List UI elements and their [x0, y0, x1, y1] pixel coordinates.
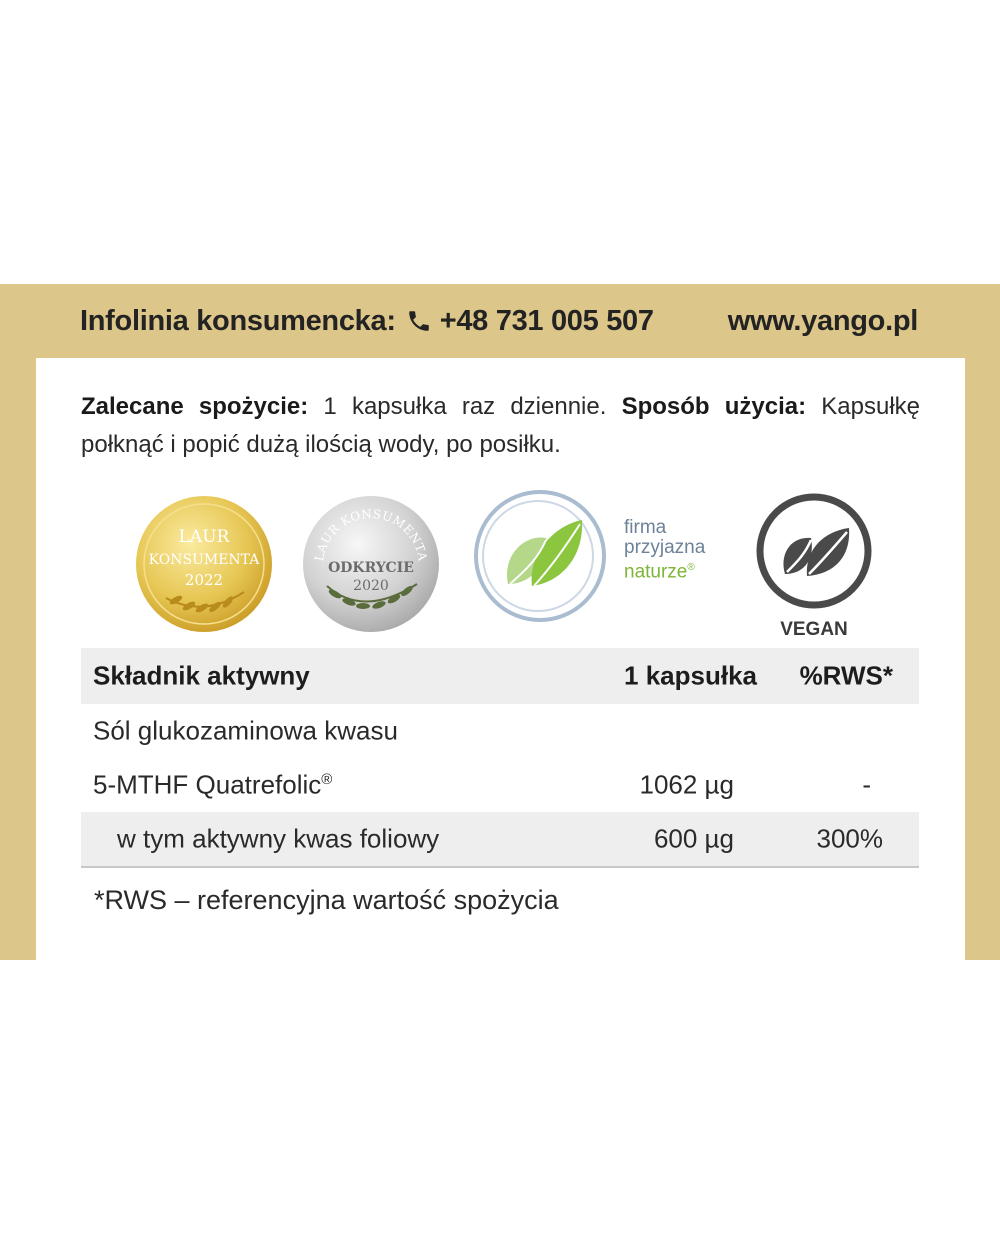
eco-text	[624, 518, 705, 582]
silver-badge-arc: LAUR KONSUMENTA	[312, 506, 430, 563]
ingredient-amount: 600 µg	[653, 823, 734, 854]
vegan-badge	[754, 492, 874, 641]
hotline	[80, 305, 654, 338]
laur-odkrycie-2020-badge	[301, 494, 441, 639]
method-text: Kapsułkę połknąć i popić dużą ilością wody, po posiłku.	[81, 393, 921, 458]
vegan-label: VEGAN	[780, 619, 848, 640]
method-label: Sposób użycia:	[621, 393, 807, 420]
ingredients-table	[81, 648, 919, 868]
eco-text-line2: przyjazna	[624, 537, 706, 558]
hotline-label: Infolinia konsumencka:	[80, 304, 396, 337]
ingredient-name: 5-MTHF Quatrefolic®	[93, 769, 333, 800]
usage-instructions	[81, 388, 920, 464]
ingredient-amount: 1062 µg	[639, 769, 734, 800]
eco-registered-mark: ®	[687, 562, 695, 573]
table-header-row	[81, 648, 919, 704]
gold-badge-line2: KONSUMENTA	[148, 552, 260, 568]
label-content	[36, 358, 965, 960]
contact-bar	[0, 284, 1000, 358]
leaf-icon	[472, 486, 608, 626]
laur-konsumenta-2022-badge	[134, 494, 274, 639]
eco-text-line3: naturze	[624, 561, 688, 583]
label-panel	[0, 284, 1000, 960]
badges-row	[36, 480, 965, 640]
ingredient-name: Sól glukozaminowa kwasu	[93, 715, 398, 746]
footnote: *RWS – referencyjna wartość spożycia	[94, 885, 559, 915]
dose-text: 1 kapsułka raz dziennie.	[308, 393, 622, 420]
silver-badge-line2: ODKRYCIE	[328, 560, 414, 576]
phone-number[interactable]: +48 731 005 507	[439, 304, 654, 337]
ingredient-rws: -	[862, 769, 871, 800]
header-rws: %RWS*	[799, 660, 893, 691]
ingredient-name: w tym aktywny kwas foliowy	[117, 823, 440, 854]
header-ingredient: Składnik aktywny	[93, 660, 310, 691]
table-row	[81, 704, 919, 758]
vegan-leaf-icon	[755, 492, 873, 610]
silver-badge-year: 2020	[353, 578, 389, 594]
eco-friendly-badge	[472, 486, 608, 631]
gold-badge-line1: LAUR	[178, 527, 230, 547]
phone-icon	[406, 308, 432, 334]
table-row	[81, 812, 919, 868]
registered-mark: ®	[321, 770, 333, 788]
ingredient-rws: 300%	[816, 823, 883, 854]
table-row	[81, 758, 919, 812]
header-amount: 1 kapsułka	[624, 660, 757, 691]
gold-badge-year: 2022	[184, 571, 224, 589]
dose-label: Zalecane spożycie:	[81, 393, 309, 420]
eco-text-line1: firma	[624, 517, 667, 538]
website-link[interactable]: www.yango.pl	[727, 304, 918, 337]
